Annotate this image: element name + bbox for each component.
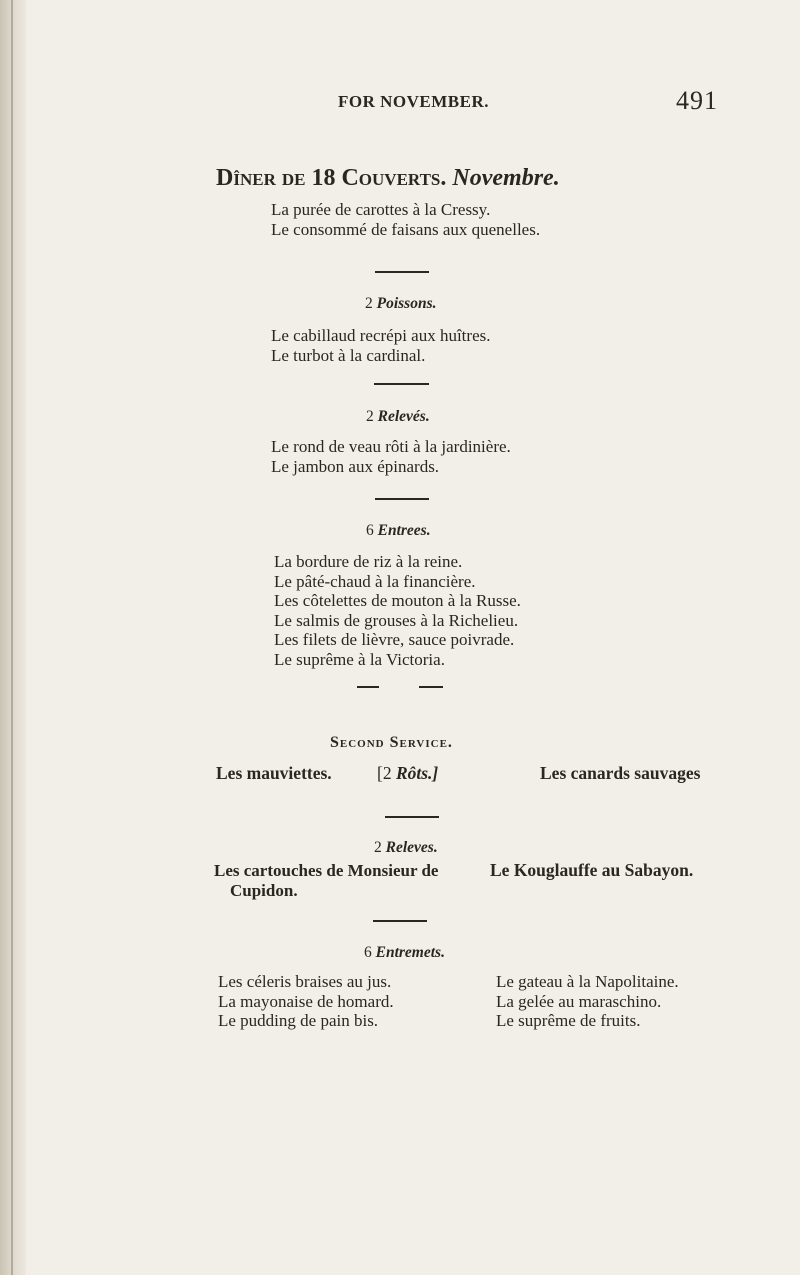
title-main: Dîner de 18 Couverts. [216, 165, 447, 191]
heading-word: Entremets. [375, 944, 445, 961]
rots-word: Rôts.] [395, 763, 439, 783]
section-heading-poissons [365, 295, 437, 313]
list-item: Le cabillaud recrépi aux huîtres. [271, 326, 491, 345]
heading-word: Entrees. [377, 522, 431, 539]
list-item: Le suprême de fruits. [496, 1011, 641, 1030]
list-item: Le pâté-chaud à la financière. [274, 571, 476, 591]
heading-count: 2 [374, 839, 382, 856]
poissons-list [271, 326, 490, 365]
section-heading-entrees [366, 522, 431, 540]
list-item: Le gateau à la Napolitaine. [496, 972, 679, 991]
heading-count: 6 [364, 944, 372, 961]
second-service-left: Les mauviettes. [216, 763, 332, 783]
list-item: Les cartouches de Monsieur de [214, 861, 439, 880]
entremets-left [218, 972, 394, 1031]
divider [373, 920, 427, 922]
divider [419, 686, 443, 688]
list-item: Le turbot à la cardinal. [271, 345, 426, 365]
heading-count: 2 [366, 408, 374, 425]
list-item: Les céleris braises au jus. [218, 972, 392, 991]
list-item: La purée de carottes à la Cressy. [271, 200, 491, 219]
section-heading-releves-2 [374, 839, 438, 857]
heading-word: Releves. [385, 839, 438, 856]
second-service-right: Les canards sauvages [540, 763, 701, 783]
releves2-right: Le Kouglauffe au Sabayon. [490, 860, 694, 880]
heading-count: 2 [365, 295, 373, 312]
list-item: Le consommé de faisans aux quenelles. [271, 219, 541, 239]
releves2-left [214, 861, 438, 900]
entrees-list [274, 552, 521, 669]
section-heading-releves [366, 408, 430, 426]
list-item: La bordure de riz à la reine. [274, 552, 463, 571]
heading-word: Relevés. [377, 408, 430, 425]
page-number: 491 [676, 86, 718, 115]
list-item: Le suprême à la Victoria. [274, 649, 445, 669]
rots-count: [2 [377, 763, 392, 783]
divider [375, 498, 429, 500]
list-item: Le rond de veau rôti à la jardinière. [271, 437, 511, 456]
list-item: Le salmis de grouses à la Richelieu. [274, 610, 519, 630]
divider [374, 383, 429, 385]
section-heading-entremets [364, 944, 445, 962]
title-month: Novembre. [452, 165, 560, 191]
list-item: Les filets de lièvre, sauce poivrade. [274, 630, 515, 649]
divider [357, 686, 379, 688]
binding-edge [11, 0, 13, 1275]
divider [375, 271, 429, 273]
entremets-right [496, 972, 679, 1031]
releves-list [271, 437, 511, 476]
divider [385, 816, 439, 818]
heading-count: 6 [366, 522, 374, 539]
heading-word: Poissons. [376, 295, 437, 312]
running-title: FOR NOVEMBER. [338, 92, 489, 111]
second-service-rots [377, 764, 438, 783]
list-item: Les côtelettes de mouton à la Russe. [274, 591, 521, 610]
list-item: Cupidon. [230, 880, 298, 900]
list-item: Le jambon aux épinards. [271, 456, 440, 476]
list-item: Le pudding de pain bis. [218, 1011, 379, 1030]
second-service-heading: Second Service. [330, 734, 453, 751]
potages-list [271, 200, 540, 239]
list-item: La mayonaise de homard. [218, 991, 394, 1011]
list-item: La gelée au maraschino. [496, 991, 662, 1011]
page-title [216, 165, 560, 192]
page-gutter [0, 0, 26, 1275]
